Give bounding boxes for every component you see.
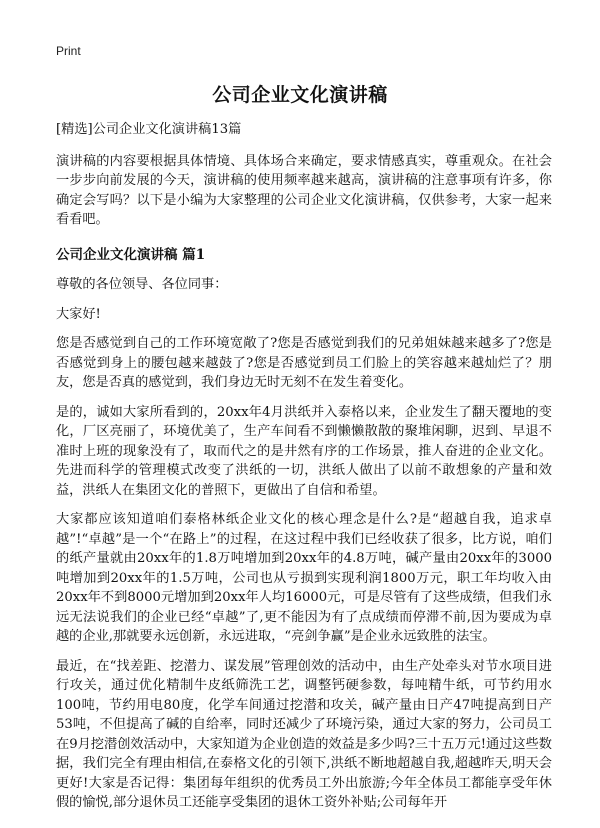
document-body [56,120,552,823]
document-subtitle: [精选]公司企业文化演讲稿13篇 [56,122,242,137]
document-title: 公司企业文化演讲稿 [212,84,388,106]
greeting-paragraph: 大家好! [56,306,101,322]
body-paragraph: 是的，诚如大家所看到的，20xx年4月洪纸并入泰格以来，企业发生了翻天覆地的变化，厂区亮丽了，环境优美了，生产车间看不到懒懒散散的聚堆闲聊，迟到、早退不准时上班的现象没有了，取而代之的是井然有序的工作场景，推人奋进的企业文化。先进而科学的管理模式改变了洪纸的一切，洪纸人做出了以前不敢想象的产量和效益，洪纸人在集团文化的普照下，更做出了自信和希望。 [56,404,552,498]
print-label[interactable]: Print [56,44,81,58]
salutation-paragraph: 尊敬的各位领导、各位同事： [56,277,228,292]
body-paragraph: 最近，在“找差距、挖潜力、谋发展”管理创效的活动中，由生产处牵头对节水项目进行攻关，通过优化精制牛皮纸筛洗工艺，调整钙硬参数，每吨精牛纸，可节约用水100吨，节约用电80度，化学车间通过挖潜和攻关，碱产量由日产47吨提高到日产53吨，不但提高了碱的自给率，同时还减少了环境污染，通过大家的努力，公司员工在9月挖潜创效活动中，大家知道为企业创造的效益是多少吗?三十五万元!通过这些数据，我们完全有理由相信,在泰格文化的引领下,洪纸不断地超越自我,超越昨天,明天会更好!大家是否记得：集团每年组织的优秀员工外出旅游;今年全体员工都能享受年休假的愉悦,部分退休员工还能享受集团的退休工资外补贴;公司每年开 [56,658,552,810]
body-paragraph: 您是否感觉到自己的工作环境宽敞了?您是否感觉到我们的兄弟姐妹越来越多了?您是否感觉到身上的腰包越来越鼓了?您是否感觉到员工们脸上的笑容越来越灿烂了？朋友，您是否真的感觉到，我们身边无时无刻不在发生着变化。 [56,336,552,390]
body-paragraph: 大家都应该知道咱们泰格林纸企业文化的核心理念是什么?是“超越自我，追求卓越”!“卓越”是一个“在路上”的过程，在这过程中我们已经收获了很多，比方说，咱们的纸产量就由20xx年的1.8万吨增加到20xx年的4.8万吨，碱产量由20xx年的3000吨增加到20xx年的1.5万吨，公司也从亏损到实现利润1800万元，职工年均收入由20xx年不到8000元增加到20xx年人均16000元，可是尽管有了这些成绩，但我们永远无法说我们的企业已经“卓越”了,更不能因为有了点成绩而停滞不前,因为要成为卓越的企业,那就要永远创新，永远进取，“亮剑争赢”是企业永远致胜的法宝。 [56,512,552,644]
section-heading: 公司企业文化演讲稿 篇1 [56,246,206,263]
intro-paragraph: 演讲稿的内容要根据具体情境、具体场合来确定，要求情感真实，尊重观众。在社会一步步向前发展的今天，演讲稿的使用频率越来越高，演讲稿的注意事项有许多，你确定会写吗？以下是小编为大家整理的公司企业文化演讲稿，仅供参考，大家一起来看看吧。 [56,153,552,227]
